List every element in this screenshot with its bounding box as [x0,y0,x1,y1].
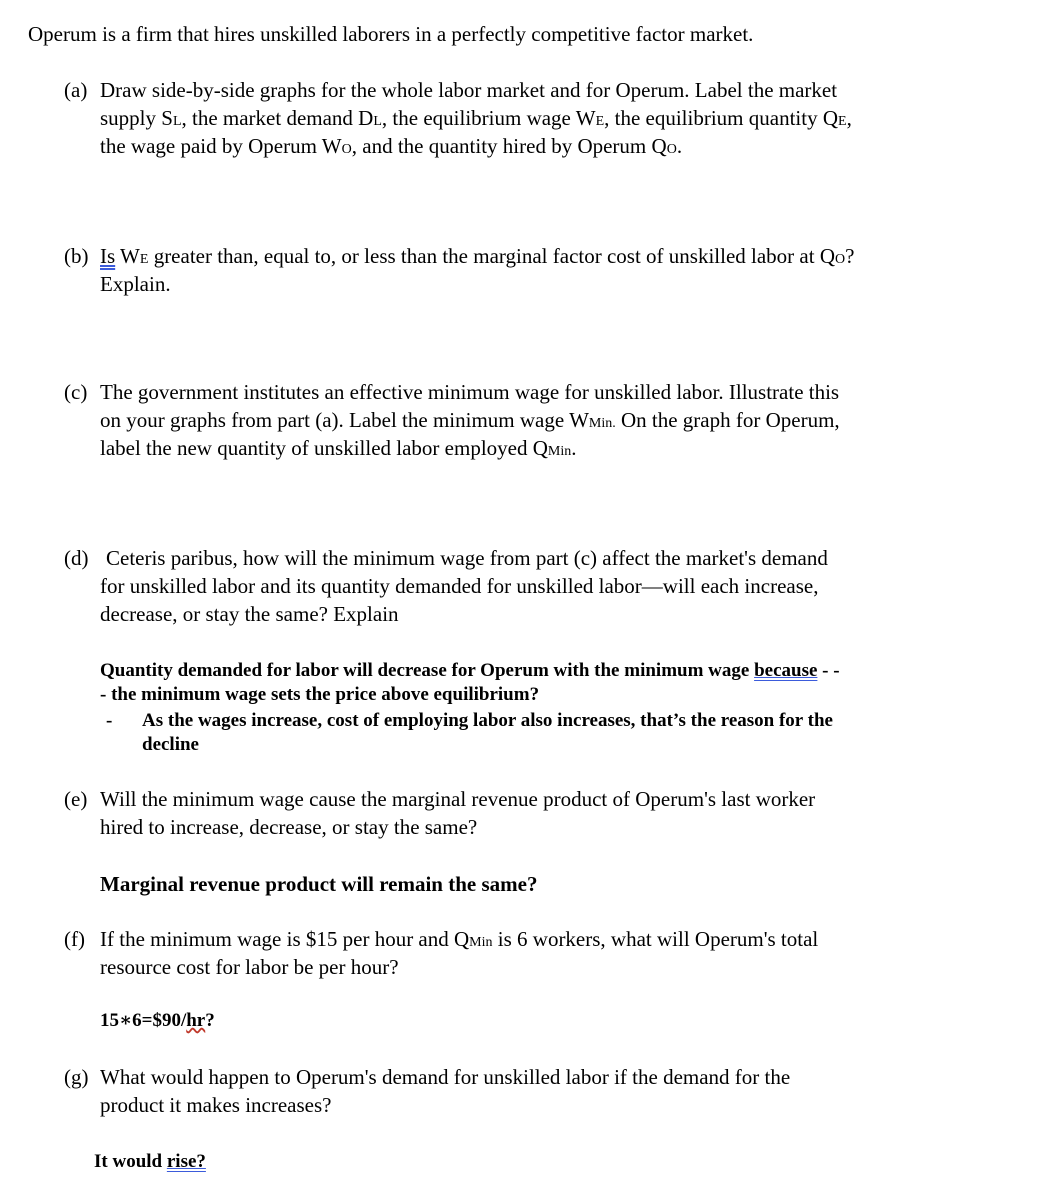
question-d-line-3: decrease, or stay the same? Explain [100,602,399,626]
question-c-line-2: on your graphs from part (a). Label the minimum wage WMin. On the graph for Operum, [100,408,840,432]
answer-f: 15∗6=$90/hr? [100,1010,215,1031]
question-b-line-1: Is WE greater than, equal to, or less than the marginal factor cost of unskilled labor at QO? [100,244,855,268]
answer-d-line-3: As the wages increase, cost of employing labor also increases, that’s the reason for the [142,710,833,731]
question-e-label: (e) [64,787,88,811]
intro-text: Operum is a firm that hires unskilled laborers in a perfectly competitive factor market. [28,22,754,46]
answer-g: It would rise? [94,1151,206,1172]
question-a-line-1: Draw side-by-side graphs for the whole labor market and for Operum. Label the market [100,78,838,102]
question-e-line-2: hired to increase, decrease, or stay the same? [100,815,478,839]
question-a-label: (a) [64,78,88,102]
question-c-line-1: The government institutes an effective minimum wage for unskilled labor. Illustrate this [100,380,840,404]
question-g-line-1: What would happen to Operum's demand for unskilled labor if the demand for the [100,1065,791,1089]
question-a-line-3: the wage paid by Operum WO, and the quantity hired by Operum QO. [100,134,683,158]
question-d-line-1: Ceteris paribus, how will the minimum wage from part (c) affect the market's demand [106,546,828,570]
question-c-line-3: label the new quantity of unskilled labor employed QMin. [100,436,577,460]
question-e-line-1: Will the minimum wage cause the marginal revenue product of Operum's last worker [100,787,816,811]
question-f-label: (f) [64,927,85,951]
question-g-label: (g) [64,1065,89,1089]
question-d-label: (d) [64,546,89,570]
question-b-line-2: Explain. [100,272,171,296]
question-c-label: (c) [64,380,88,404]
answer-d-line-4: decline [142,734,199,755]
question-a-line-2: supply SL, the market demand DL, the equilibrium wage WE, the equilibrium quantity QE, [100,106,852,130]
answer-d-line-1: Quantity demanded for labor will decrease for Operum with the minimum wage because - - [100,660,840,681]
question-g-line-2: product it makes increases? [100,1093,332,1117]
answer-d-bullet: - [106,710,113,731]
question-f-line-1: If the minimum wage is $15 per hour and QMin is 6 workers, what will Operum's total [100,927,819,951]
answer-d-line-2: - the minimum wage sets the price above equilibrium? [100,684,540,705]
question-f-line-2: resource cost for labor be per hour? [100,955,399,979]
question-b-label: (b) [64,244,89,268]
answer-e: Marginal revenue product will remain the same? [100,872,538,896]
question-d-line-2: for unskilled labor and its quantity demanded for unskilled labor—will each increase, [100,574,819,598]
